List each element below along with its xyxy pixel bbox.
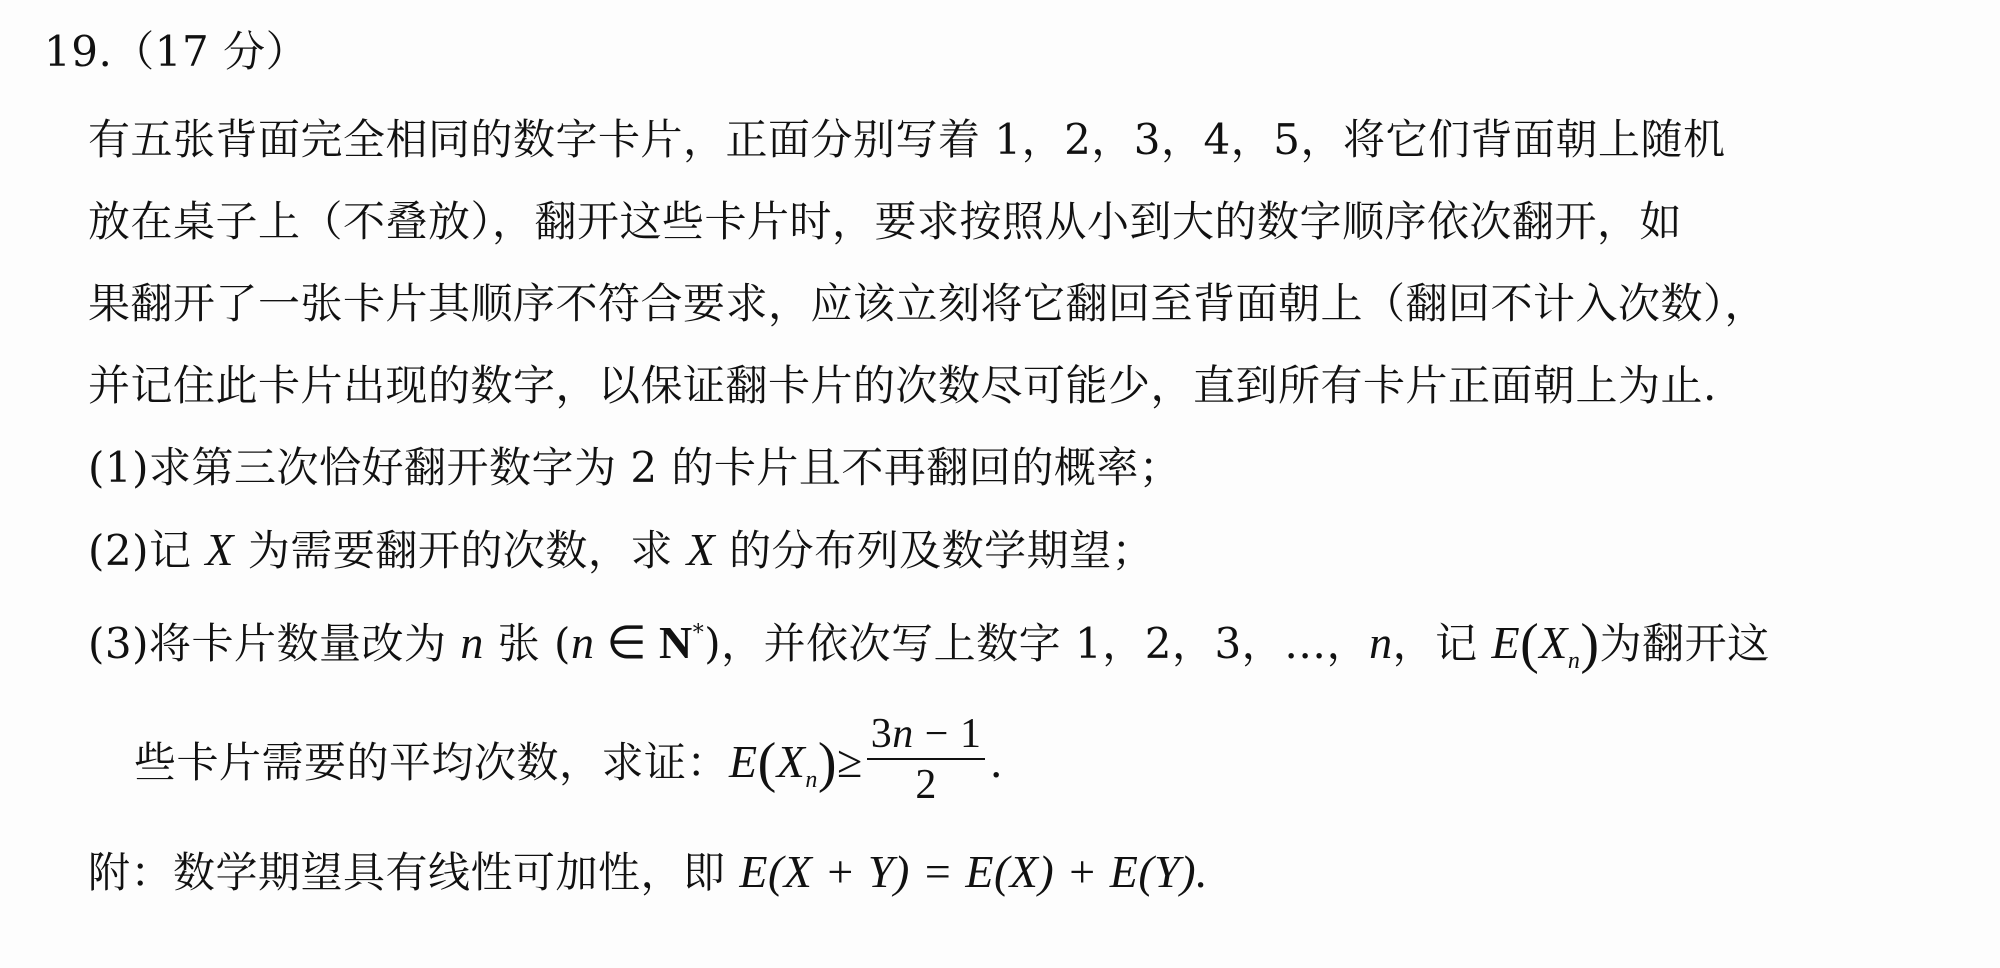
q2-var-x-2: X <box>686 524 716 575</box>
q3-mid2: )，并依次写上数字 1，2，3，…， <box>704 619 1370 668</box>
question-points: （17 分） <box>112 27 309 76</box>
q3b-left-paren: ( <box>757 732 777 794</box>
appendix-note <box>88 842 1208 903</box>
q2-var-x-1: X <box>205 524 234 575</box>
appendix-prefix: 附：数学期望具有线性可加性，即 <box>88 848 740 897</box>
fraction-numerator <box>867 710 986 760</box>
q3b-fraction <box>867 710 986 810</box>
q3-sub-n: n <box>1567 648 1581 674</box>
question-part-2 <box>88 520 1154 581</box>
intro-line-4: 并记住此卡片出现的数字，以保证翻卡片的次数尽可能少，直到所有卡片正面朝上为止. <box>88 361 1717 410</box>
q3-natural-numbers: N <box>659 617 693 668</box>
q3-left-paren: ( <box>1520 613 1540 675</box>
q3-prefix: (3)将卡片数量改为 <box>88 619 461 668</box>
q3-var-n-1: n <box>460 617 484 668</box>
numerator-var: n <box>892 711 914 757</box>
q3b-prefix: 些卡片需要的平均次数，求证： <box>134 738 730 787</box>
appendix-formula: E(X + Y) = E(X) + E(Y). <box>739 846 1209 897</box>
q3-mid3: ，记 <box>1392 619 1492 668</box>
q3-mid1: 张 ( <box>483 619 571 668</box>
q3b-expectation-e: E <box>729 736 758 787</box>
q3-right-paren: ) <box>1580 613 1600 675</box>
question-part-3-continued <box>134 712 1003 830</box>
q3-star: * <box>692 621 705 646</box>
question-part-1: (1)求第三次恰好翻开数字为 2 的卡片且不再翻回的概率； <box>88 443 1182 492</box>
q3-var-n-3: n <box>1369 617 1393 668</box>
q3-expectation-e: E <box>1491 617 1521 668</box>
intro-line-1: 有五张背面完全相同的数字卡片，正面分别写着 1，2，3，4，5，将它们背面朝上随机 <box>88 115 1726 164</box>
numerator-rest: − 1 <box>913 711 982 757</box>
q3-var-x: X <box>1539 617 1568 668</box>
q3b-sub-n: n <box>805 767 818 793</box>
q3b-geq: ≥ <box>837 736 863 787</box>
intro-line-2: 放在桌子上（不叠放），翻开这些卡片时，要求按照从小到大的数字顺序依次翻开，如 <box>88 197 1683 246</box>
intro-line-3: 果翻开了一张卡片其顺序不符合要求，应该立刻将它翻回至背面朝上（翻回不计入次数）， <box>88 279 1768 328</box>
question-part-3 <box>88 604 1770 691</box>
question-header <box>44 22 308 82</box>
q3-suffix: 为翻开这 <box>1599 619 1770 668</box>
q2-middle: 为需要翻开的次数，求 <box>233 526 687 575</box>
numerator-coef: 3 <box>870 711 893 757</box>
q3-var-n-2: n <box>570 617 595 668</box>
q2-suffix: 的分布列及数学期望； <box>715 526 1155 575</box>
fraction-denominator: 2 <box>915 762 937 808</box>
q3b-end: . <box>989 738 1004 787</box>
q3b-var-x: X <box>776 736 806 787</box>
q2-prefix: (2)记 <box>88 526 206 575</box>
question-number: 19. <box>44 27 113 76</box>
q3-element-of: ∈ <box>594 617 660 668</box>
q3b-right-paren: ) <box>817 732 838 794</box>
